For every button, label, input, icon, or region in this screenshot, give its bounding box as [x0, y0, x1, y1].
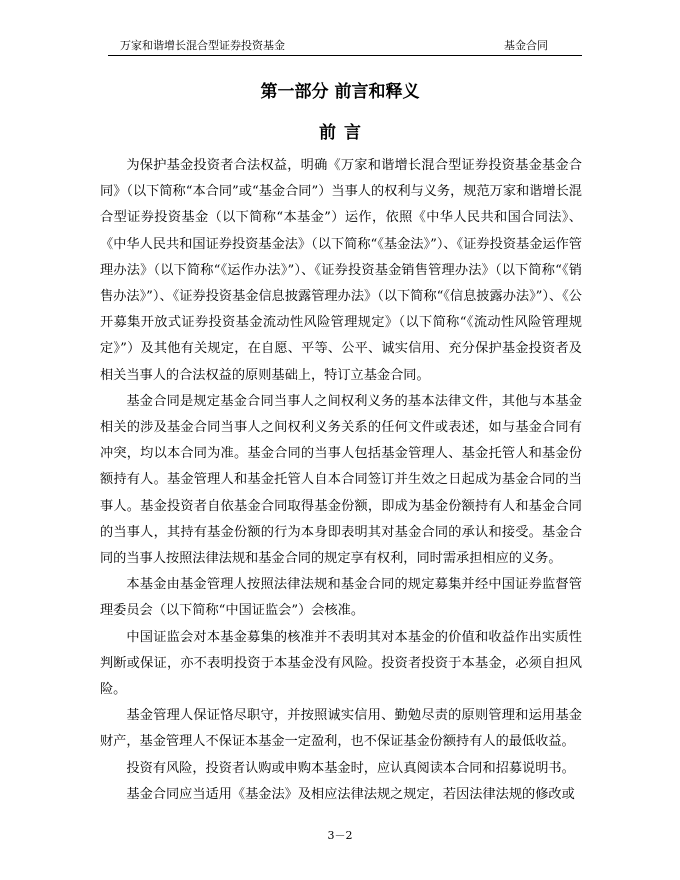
page-header: [108, 38, 582, 54]
body-paragraph: 基金管理人保证恪尽职守，并按照诚实信用、勤勉尽责的原则管理和运用基金财产，基金管理人不保证本基金一定盈利，也不保证基金份额持有人的最低收益。: [100, 708, 582, 750]
body-paragraph: 本基金由基金管理人按照法律法规和基金合同的规定募集并经中国证券监督管理委员会（以下简称“中国证监会”）会核准。: [100, 577, 582, 619]
part-title: 第一部分 前言和释义: [260, 82, 420, 102]
body-paragraph: 为保护基金投资者合法权益，明确《万家和谐增长混合型证券投资基金基金合同》（以下简称“本合同”或“基金合同”）当事人的权利与义务，规范万家和谐增长混合型证券投资基金（以下简称“本基金”）运作，依照《中华人民共和国合同法》、《中华人民共和国证券投资基金法》（以下简称“《基金法》”）、《证券投资基金运作管理办法》（以下简称“《运作办法》”）、《证券投资基金销售管理办法》（以下简称“《销售办法》”）、《证券投资基金信息披露管理办法》（以下简称“《信息披露办法》”）、《公开募集开放式证券投资基金流动性风险管理规定》（以下简称“《流动性风险管理规定》”）及其他有关规定，在自愿、平等、公平、诚实信用、充分保护基金投资者及相关当事人的合法权益的原则基础上，特订立基金合同。: [100, 158, 582, 383]
document-body: [100, 153, 582, 808]
body-paragraph: 中国证监会对本基金募集的核准并不表明其对本基金的价值和收益作出实质性判断或保证，亦不表明投资于本基金没有风险。投资者投资于本基金，必须自担风险。: [100, 629, 582, 698]
body-paragraph: 投资有风险，投资者认购或申购本基金时，应认真阅读本合同和招募说明书。: [126, 760, 575, 776]
header-fund-name: 万家和谐增长混合型证券投资基金: [120, 39, 285, 52]
body-paragraph: 基金合同是规定基金合同当事人之间权利义务的基本法律文件，其他与本基金相关的涉及基金合同当事人之间权利义务关系的任何文件或表述，如与基金合同有冲突，均以本合同为准。基金合同的当事人包括基金管理人、基金托管人和基金份额持有人。基金管理人和基金托管人自本合同签订并生效之日起成为基金合同的当事人。基金投资者自依基金合同取得基金份额，即成为基金份额持有人和基金合同的当事人，其持有基金份额的行为本身即表明其对基金合同的承认和接受。基金合同的当事人按照法律法规和基金合同的规定享有权利，同时需承担相应的义务。: [100, 393, 582, 567]
page-number: 3－2: [327, 829, 353, 842]
header-doc-type: 基金合同: [504, 39, 548, 52]
section-title: 前言: [319, 123, 369, 143]
body-paragraph: 基金合同应当适用《基金法》及相应法律法规之规定，若因法律法规的修改或: [126, 786, 575, 802]
header-divider: [108, 55, 582, 56]
